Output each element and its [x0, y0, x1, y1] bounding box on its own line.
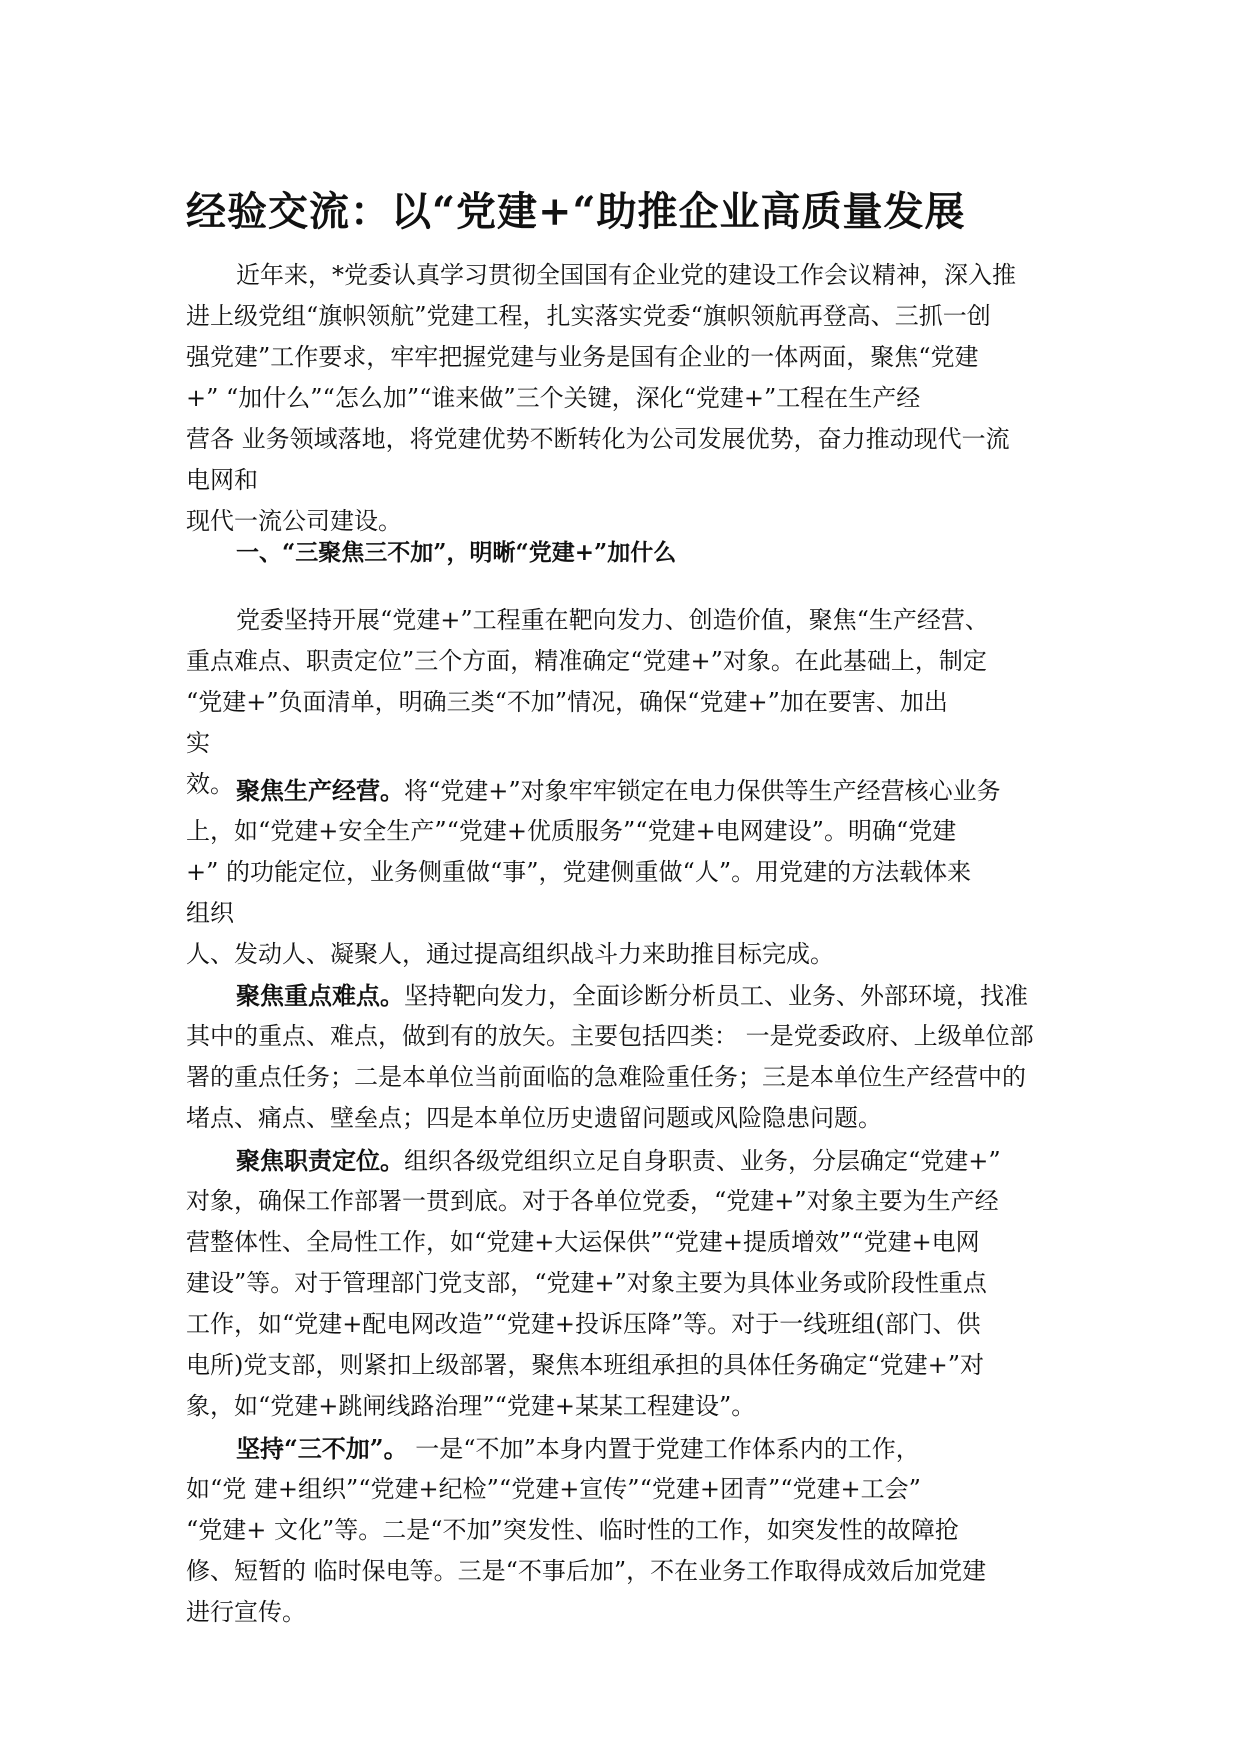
duty-paragraph: [186, 1140, 1066, 1427]
paragraph-text: 坚持靶向发力，全面诊断分析员工、业务、外部环境，找准: [404, 982, 1028, 1010]
paragraph-line: [186, 1428, 1066, 1469]
nonadd-paragraph: [186, 1428, 1066, 1633]
paragraph-line: +” 的功能定位，业务侧重做“事”，党建侧重做“人”。用党建的方法载体来: [186, 858, 972, 886]
paragraph-line: 组织: [186, 899, 234, 927]
paragraph-line: “党建+”负面清单，明确三类“不加”情况，确保“党建+”加在要害、加出: [186, 688, 948, 716]
section-heading-container: [186, 532, 1066, 573]
paragraph-line: 党委坚持开展“党建+”工程重在靶向发力、创造价值，聚焦“生产经营、: [236, 606, 989, 634]
paragraph-lead: 聚焦职责定位。: [236, 1146, 404, 1175]
paragraph-line: 署的重点任务；二是本单位当前面临的急难险重任务；三是本单位生产经营中的: [186, 1063, 1026, 1091]
paragraph-line: 堵点、痛点、壁垒点；四是本单位历史遗留问题或风险隐患问题。: [186, 1104, 882, 1132]
paragraph-lead: 聚焦重点难点。: [236, 981, 404, 1010]
paragraph-line: 近年来，*党委认真学习贯彻全国国有企业党的建设工作会议精神，深入推: [236, 261, 1016, 289]
paragraph-line: 其中的重点、难点，做到有的放矢。主要包括四类： 一是党委政府、上级单位部: [186, 1022, 1034, 1050]
paragraph-line: [186, 1140, 1066, 1181]
paragraph-line: 电所)党支部，则紧扣上级部署，聚焦本班组承担的具体任务确定“党建+”对: [186, 1351, 985, 1379]
paragraph-text: 将“党建+”对象牢牢锁定在电力保供等生产经营核心业务: [404, 777, 1001, 805]
paragraph-line: 强党建”工作要求，牢牢把握党建与业务是国有企业的一体两面，聚焦“党建: [186, 343, 979, 371]
paragraph-line: 修、短暂的 临时保电等。三是“不事后加”，不在业务工作取得成效后加党建: [186, 1557, 987, 1585]
paragraph-line: 重点难点、职责定位”三个方面，精准确定“党建+”对象。在此基础上，制定: [186, 647, 987, 675]
paragraph-line: 电网和: [186, 466, 258, 494]
paragraph-line: 营整体性、全局性工作，如“党建+大运保供”“党建+提质增效”“党建+电网: [186, 1228, 980, 1256]
paragraph-line: 进上级党组“旗帜领航”党建工程，扎实落实党委“旗帜领航再登高、三抓一创: [186, 302, 991, 330]
production-paragraph: [186, 770, 1066, 975]
paragraph-text: 一是“不加”本身内置于党建工作体系内的工作，: [407, 1435, 920, 1463]
paragraph-line: 上，如“党建+安全生产”“党建+优质服务”“党建+电网建设”。明确“党建: [186, 817, 957, 845]
paragraph-line: 营各 业务领域落地，将党建优势不断转化为公司发展优势，奋力推动现代一流: [186, 425, 1010, 453]
paragraph-line: 象，如“党建+跳闸线路治理”“党建+某某工程建设”。: [186, 1392, 756, 1420]
paragraph-text: 组织各级党组织立足自身职责、业务，分层确定“党建+”: [404, 1147, 1001, 1175]
paragraph-line: “党建+ 文化”等。二是“不加”突发性、临时性的工作，如突发性的故障抢: [186, 1516, 959, 1544]
paragraph-line: [186, 770, 1066, 811]
paragraph-line: +” “加什么”“怎么加”“谁来做”三个关键，深化“党建+”工程在生产经: [186, 384, 921, 412]
paragraph-line: 对象，确保工作部署一贯到底。对于各单位党委，“党建+”对象主要为生产经: [186, 1187, 999, 1215]
paragraph-lead: 聚焦生产经营。: [236, 776, 404, 805]
difficulty-paragraph: [186, 975, 1066, 1139]
paragraph-line: 建设”等。对于管理部门党支部，“党建+”对象主要为具体业务或阶段性重点: [186, 1269, 987, 1297]
paragraph-line: 实: [186, 729, 210, 757]
paragraph-line: 如“党 建+组织”“党建+纪检”“党建+宣传”“党建+团青”“党建+工会”: [186, 1475, 921, 1503]
paragraph-line: 人、发动人、凝聚人，通过提高组织战斗力来助推目标完成。: [186, 940, 834, 968]
section-heading: 一、“三聚焦三不加”，明晰“党建+”加什么: [236, 539, 677, 566]
document-title: 经验交流：以“党建+“助推企业高质量发展: [186, 188, 966, 235]
paragraph-line: 工作，如“党建+配电网改造”“党建+投诉压降”等。对于一线班组(部门、供: [186, 1310, 981, 1338]
intro-paragraph: [186, 255, 1066, 542]
paragraph-lead: 坚持“三不加”。: [236, 1434, 408, 1463]
paragraph-line: 效。: [186, 770, 234, 798]
paragraph-line: [186, 975, 1066, 1016]
paragraph-line: 现代一流公司建设。: [186, 507, 402, 535]
paragraph-line: 进行宣传。: [186, 1598, 306, 1626]
